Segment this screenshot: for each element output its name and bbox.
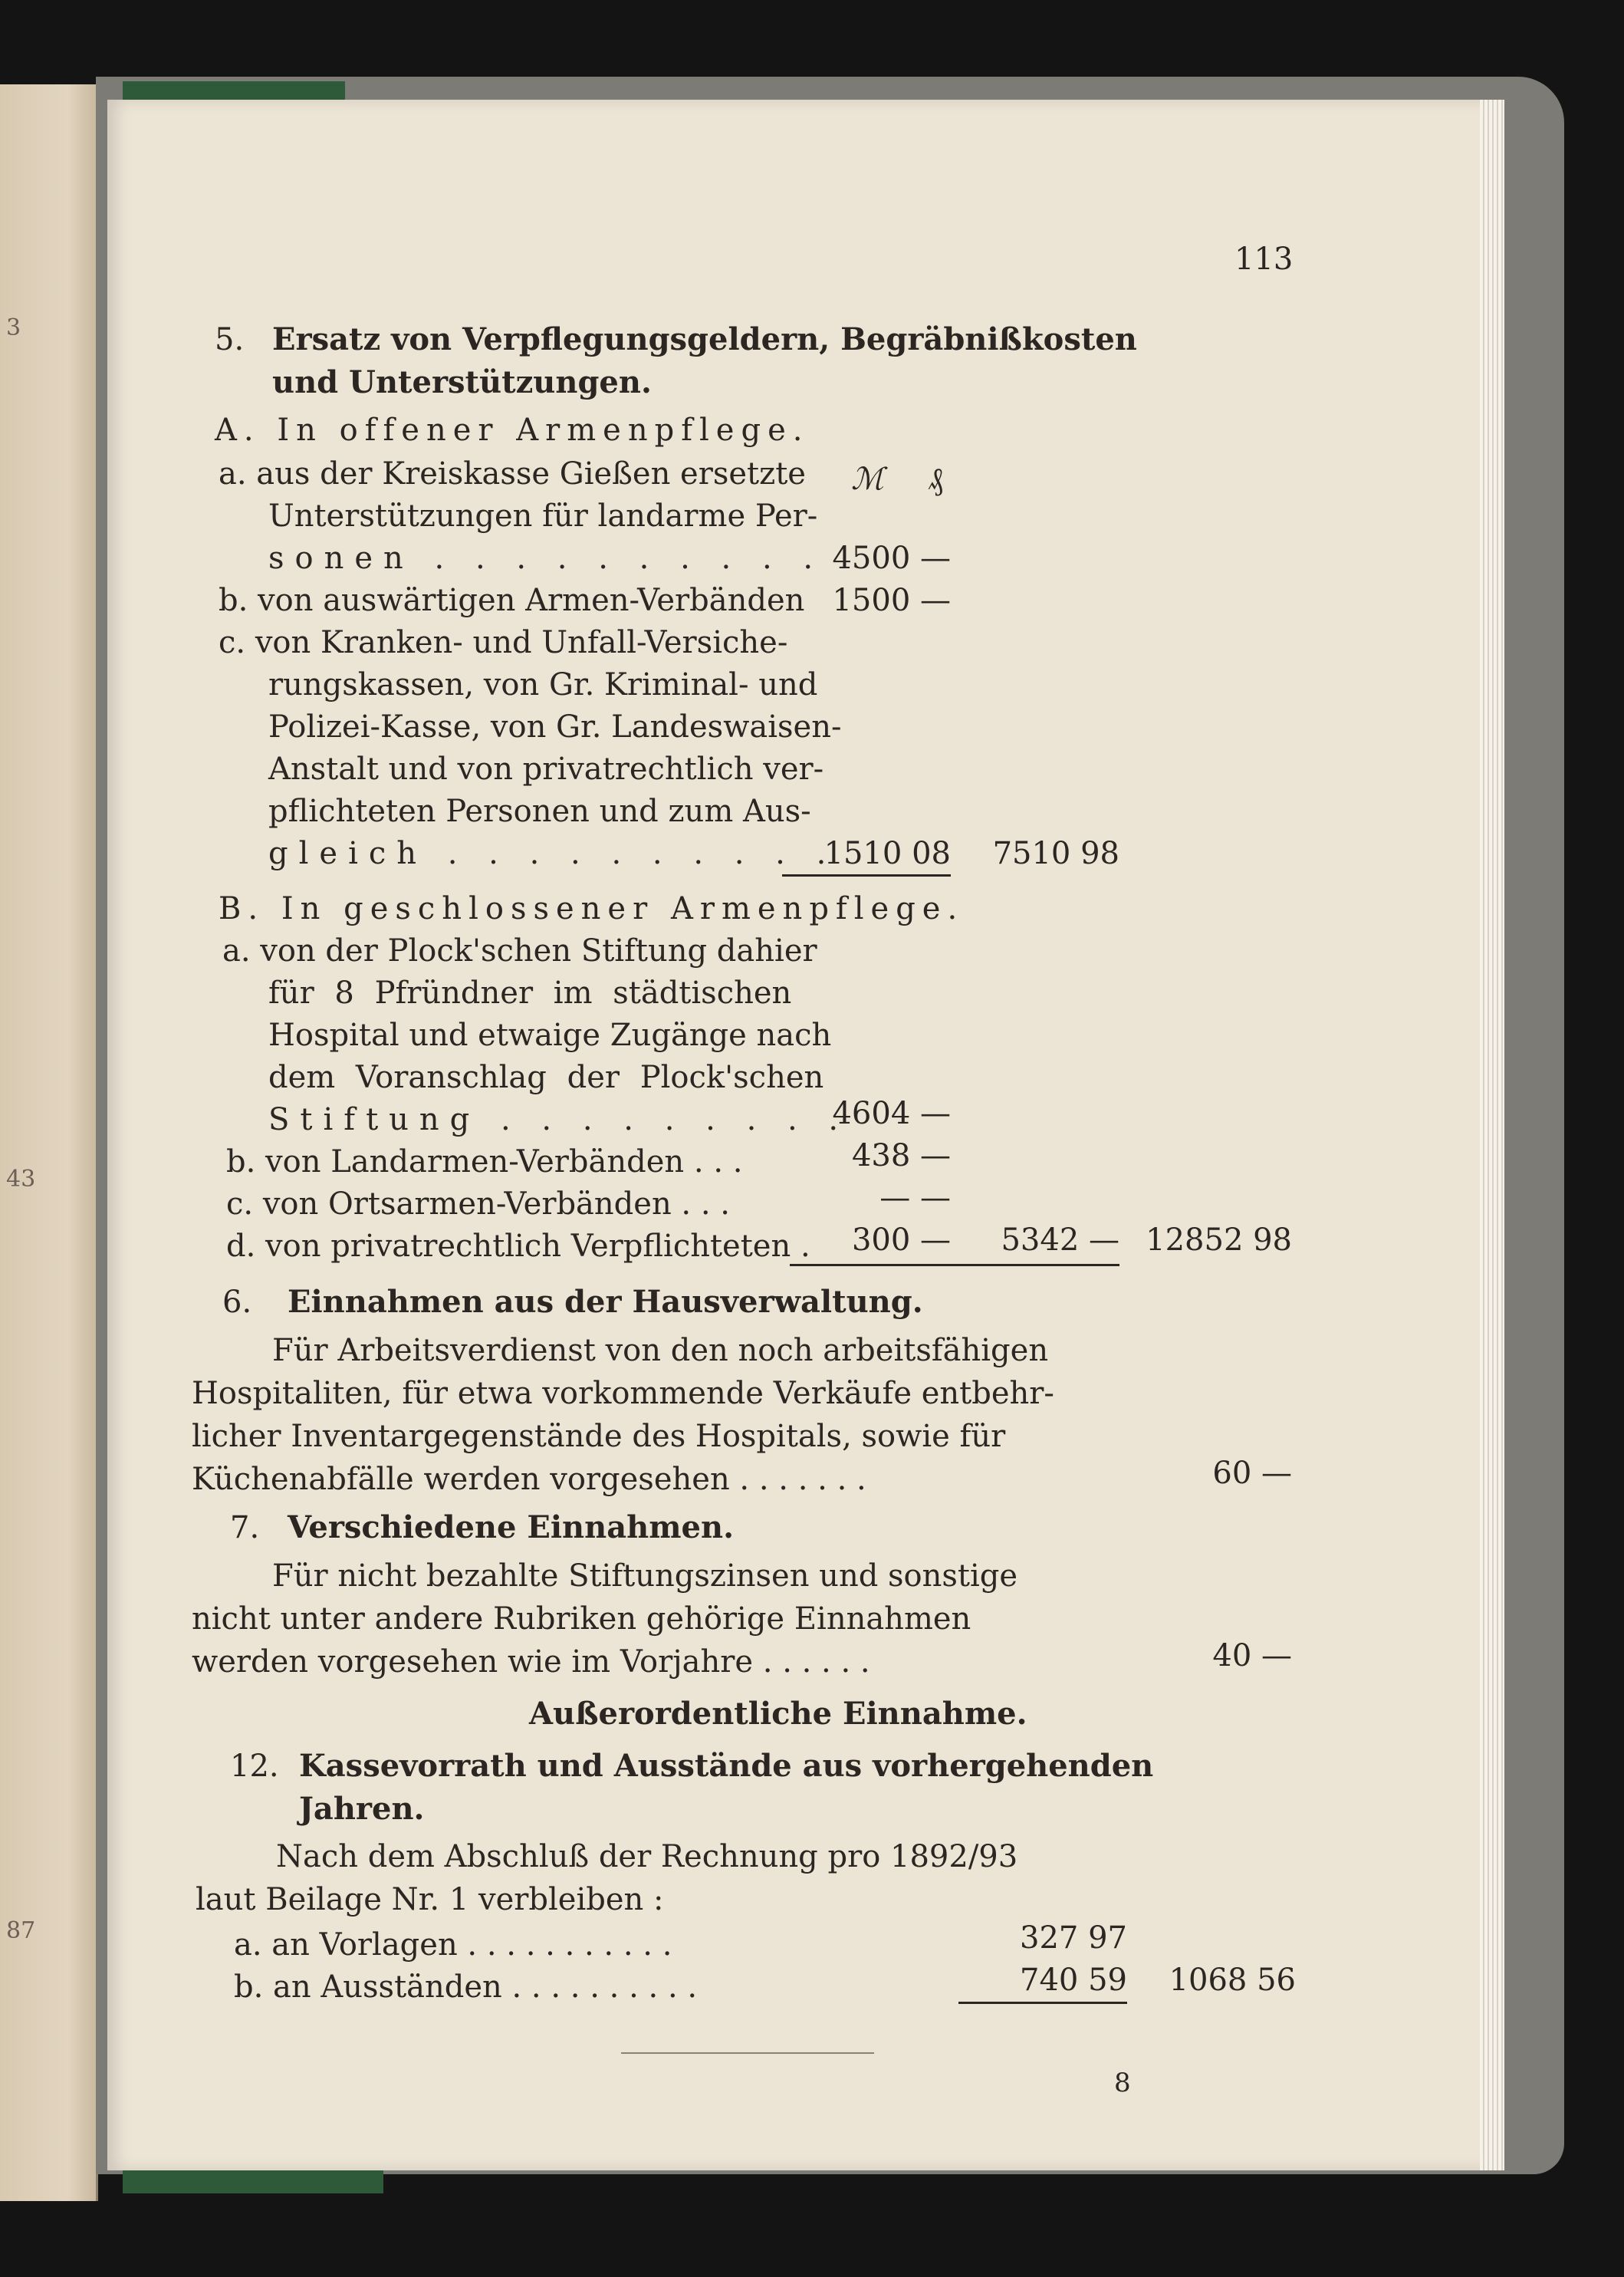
subtotal: 5342 — <box>1001 1222 1119 1258</box>
entry-line: b. von auswärtigen Armen-Verbänden <box>219 583 805 618</box>
heading: Außerordentliche Einnahme. <box>529 1696 1027 1732</box>
entry-line: pflichteten Personen und zum Aus- <box>268 794 811 829</box>
signature-mark: 8 <box>1114 2068 1131 2098</box>
section-title: Kassevorrath und Ausstände aus vorhergehenden <box>299 1748 1154 1784</box>
section-title: Ersatz von Verpflegungsgeldern, Begräbnißkosten <box>272 321 1137 357</box>
margin-number: 87 <box>6 1917 36 1944</box>
subsection-heading: A. In offener Armenpflege. <box>215 413 810 448</box>
currency-pf: ₰ <box>928 462 943 497</box>
entry-line: b. an Ausständen . . . . . . . . . . <box>234 1969 698 2005</box>
entry-line: rungskassen, von Gr. Kriminal- und <box>268 667 818 703</box>
amount: 740 59 <box>1020 1963 1127 1998</box>
section-title: Verschiedene Einnahmen. <box>288 1509 734 1545</box>
paragraph-line: Nach dem Abschluß der Rechnung pro 1892/93 <box>276 1839 1018 1874</box>
sum-rule <box>958 2002 1127 2004</box>
subtotal: 7510 98 <box>992 836 1119 871</box>
entry-line: a. an Vorlagen . . . . . . . . . . . <box>234 1927 672 1963</box>
subsection-heading: B. In geschlossener Armenpflege. <box>219 891 965 926</box>
section-number: 5. <box>215 322 245 357</box>
paragraph-line: nicht unter andere Rubriken gehörige Einnahmen <box>192 1601 971 1637</box>
section-total: 40 — <box>1212 1638 1292 1673</box>
entry-line: sonen . . . . . . . . . . <box>268 541 824 576</box>
paragraph-line: licher Inventargegenstände des Hospitals, sowie für <box>192 1419 1006 1454</box>
entry-line: Hospital und etwaige Zugänge nach <box>268 1018 832 1053</box>
entry-line: a. aus der Kreiskasse Gießen ersetzte <box>219 456 806 492</box>
amount: 4604 — <box>832 1096 951 1131</box>
sum-rule <box>790 1264 1119 1266</box>
spine-binding <box>123 2170 383 2193</box>
entry-line: Stiftung . . . . . . . . . <box>268 1102 850 1137</box>
entry-line: gleich . . . . . . . . . . <box>268 836 837 871</box>
paragraph-line: werden vorgesehen wie im Vorjahre . . . . . . <box>192 1644 870 1680</box>
amount: 300 — <box>851 1222 951 1258</box>
amount: 438 — <box>851 1138 951 1173</box>
section-number: 7. <box>230 1510 260 1545</box>
entry-line: a. von der Plock'schen Stiftung dahier <box>222 933 817 969</box>
margin-number: 3 <box>6 314 21 341</box>
page-edges <box>1480 100 1504 2170</box>
section-total: 60 — <box>1212 1456 1292 1491</box>
paragraph-line: Hospitaliten, für etwa vorkommende Verkäufe entbehr- <box>192 1376 1054 1411</box>
entry-line: dem Voranschlag der Plock'schen <box>268 1060 824 1095</box>
amount: 327 97 <box>1020 1920 1127 1956</box>
footer-rule <box>621 2052 874 2054</box>
section-number: 6. <box>222 1285 252 1320</box>
entry-line: c. von Ortsarmen-Verbänden . . . <box>226 1186 730 1222</box>
sum-rule <box>782 874 951 877</box>
entry-line: Polizei-Kasse, von Gr. Landeswaisen- <box>268 709 842 745</box>
entry-line: b. von Landarmen-Verbänden . . . <box>226 1144 743 1180</box>
section-title: Einnahmen aus der Hausverwaltung. <box>288 1284 923 1320</box>
entry-line: d. von privatrechtlich Verpflichteten . <box>226 1229 810 1264</box>
paragraph-line: Für nicht bezahlte Stiftungszinsen und sonstige <box>272 1558 1018 1594</box>
section-total: 12852 98 <box>1146 1222 1292 1258</box>
entry-line: für 8 Pfründner im städtischen <box>268 976 792 1011</box>
entry-line: Anstalt und von privatrechtlich ver- <box>268 752 824 787</box>
entry-line: c. von Kranken- und Unfall-Versiche- <box>219 625 788 660</box>
paragraph-line: laut Beilage Nr. 1 verbleiben : <box>196 1882 664 1917</box>
entry-line: Unterstützungen für landarme Per- <box>268 499 818 534</box>
section-number: 12. <box>230 1749 279 1784</box>
paragraph-line: Küchenabfälle werden vorgesehen . . . . . . . <box>192 1462 866 1497</box>
section-total: 1068 56 <box>1169 1963 1296 1998</box>
amount: 1510 08 <box>824 836 951 871</box>
paragraph-line: Für Arbeitsverdienst von den noch arbeitsfähigen <box>272 1333 1049 1368</box>
amount: 1500 — <box>832 583 951 618</box>
section-title: und Unterstützungen. <box>272 364 652 400</box>
currency-mark: ℳ <box>851 462 884 497</box>
section-title: Jahren. <box>299 1791 425 1827</box>
facing-page-edge <box>0 84 98 2201</box>
amount: 4500 — <box>832 541 951 576</box>
margin-number: 43 <box>6 1166 36 1193</box>
amount: — — <box>879 1180 951 1216</box>
page-number: 113 <box>1234 242 1294 277</box>
